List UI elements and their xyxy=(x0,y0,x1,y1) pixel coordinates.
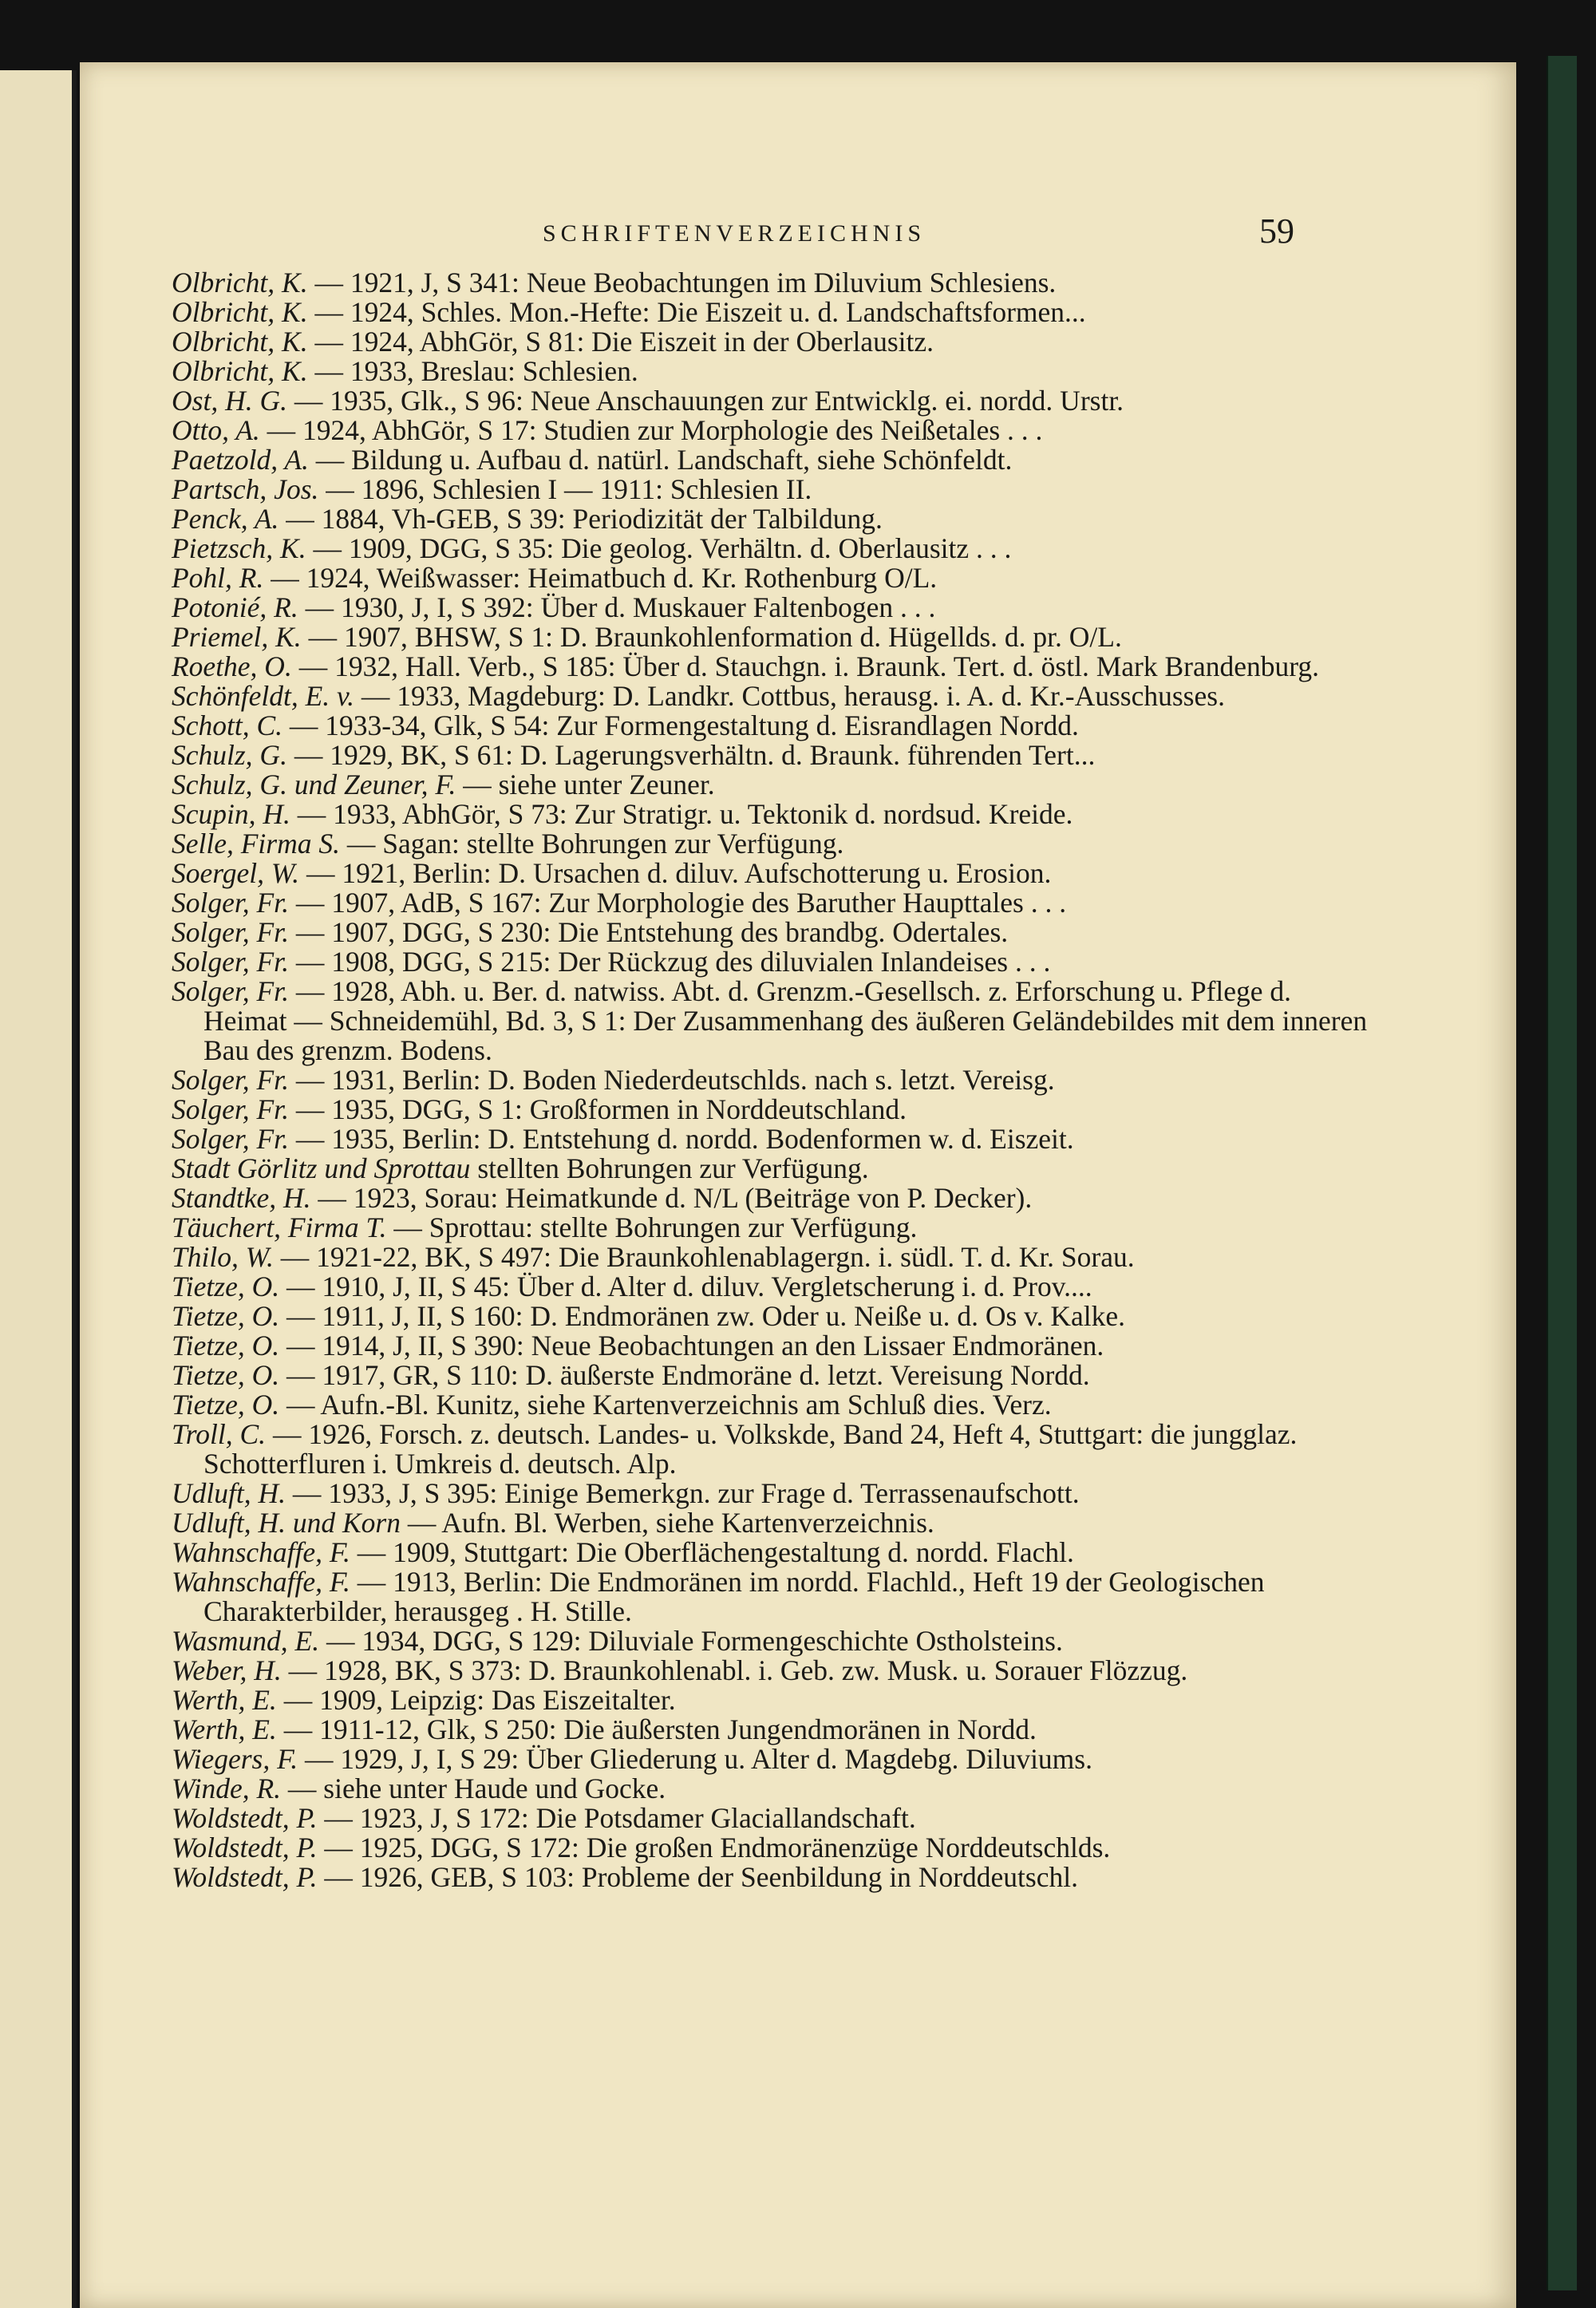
entry-text: — 1933, AbhGör, S 73: Zur Stratigr. u. Tektonik d. nordsud. Kreide. xyxy=(297,798,1073,830)
entry-author: Udluft, H. und Korn xyxy=(172,1507,401,1539)
entry-author: Solger, Fr. xyxy=(172,887,289,919)
entry-text: — 1921, Berlin: D. Ursachen d. diluv. Aufschotterung u. Erosion. xyxy=(306,857,1052,889)
bibliography-entry xyxy=(172,1095,1369,1124)
entry-author: Solger, Fr. xyxy=(172,1123,289,1155)
entry-author: Olbricht, K. xyxy=(172,267,308,298)
bibliography-entry xyxy=(172,1804,1369,1833)
entry-text: — 1935, DGG, S 1: Großformen in Norddeutschland. xyxy=(295,1093,907,1125)
bibliography-entry xyxy=(172,1184,1369,1213)
entry-author: Roethe, O. xyxy=(172,650,292,682)
entry-text: — 1911, J, II, S 160: D. Endmoränen zw. Oder u. Neiße u. d. Os v. Kalke. xyxy=(286,1300,1125,1332)
entry-author: Olbricht, K. xyxy=(172,326,308,358)
entry-text: — 1935, Glk., S 96: Neue Anschauungen zur Entwicklg. ei. nordd. Urstr. xyxy=(294,385,1124,417)
page-header xyxy=(80,211,1516,262)
entry-text: — 1909, DGG, S 35: Die geolog. Verhältn. d. Oberlausitz . . . xyxy=(313,532,1012,564)
bibliography-entry xyxy=(172,682,1369,711)
entry-text: — 1909, Stuttgart: Die Oberflächengestaltung d. nordd. Flachl. xyxy=(357,1536,1074,1568)
bibliography-entry xyxy=(172,534,1369,563)
entry-author: Schott, C. xyxy=(172,709,283,741)
entry-text: — siehe unter Haude und Gocke. xyxy=(287,1772,666,1804)
bibliography-entry xyxy=(172,652,1369,682)
entry-text: — 1928, BK, S 373: D. Braunkohlenabl. i. Geb. zw. Musk. u. Sorauer Flözzug. xyxy=(288,1654,1188,1686)
entry-text: — 1931, Berlin: D. Boden Niederdeutschlds. nach s. letzt. Vereisg. xyxy=(295,1064,1055,1096)
bibliography-entry xyxy=(172,445,1369,475)
entry-author: Otto, A. xyxy=(172,414,260,446)
entry-author: Ost, H. G. xyxy=(172,385,287,417)
entry-author: Scupin, H. xyxy=(172,798,290,830)
entry-author: Schulz, G. und Zeuner, F. xyxy=(172,769,456,800)
entry-author: Wahnschaffe, F. xyxy=(172,1566,350,1598)
bibliography-entry xyxy=(172,1390,1369,1420)
entry-text: — Aufn. Bl. Werben, siehe Kartenverzeichnis. xyxy=(407,1507,934,1539)
entry-text: — 1933-34, Glk, S 54: Zur Formengestaltung d. Eisrandlagen Nordd. xyxy=(289,709,1079,741)
entry-text: — 1933, Magdeburg: D. Landkr. Cottbus, herausg. i. A. d. Kr.-Ausschusses. xyxy=(361,680,1225,712)
bibliography-entry xyxy=(172,504,1369,534)
bibliography-entry xyxy=(172,977,1369,1065)
entry-author: Penck, A. xyxy=(172,503,279,535)
bibliography-entry xyxy=(172,1833,1369,1863)
entry-text: — 1924, Weißwasser: Heimatbuch d. Kr. Rothenburg O/L. xyxy=(271,562,938,594)
previous-page-edge xyxy=(0,70,77,2308)
bibliography-entry xyxy=(172,1243,1369,1272)
bibliography-entry xyxy=(172,829,1369,859)
bibliography-entry xyxy=(172,416,1369,445)
entry-author: Pohl, R. xyxy=(172,562,264,594)
entry-text: — 1921, J, S 341: Neue Beobachtungen im Diluvium Schlesiens. xyxy=(314,267,1057,298)
bibliography-entry xyxy=(172,357,1369,386)
entry-text: — 1924, Schles. Mon.-Hefte: Die Eiszeit u. d. Landschaftsformen... xyxy=(314,296,1086,328)
entry-author: Schulz, G. xyxy=(172,739,287,771)
entry-text: — 1935, Berlin: D. Entstehung d. nordd. Bodenformen w. d. Eiszeit. xyxy=(295,1123,1074,1155)
entry-text: — 1908, DGG, S 215: Der Rückzug des diluvialen Inlandeises . . . xyxy=(295,946,1051,978)
bibliography-entry xyxy=(172,947,1369,977)
entry-author: Troll, C. xyxy=(172,1418,267,1450)
bibliography-entry xyxy=(172,859,1369,888)
book-page xyxy=(80,62,1516,2308)
entry-author: Tietze, O. xyxy=(172,1359,280,1391)
entry-text: — 1933, Breslau: Schlesien. xyxy=(314,355,638,387)
entry-author: Tietze, O. xyxy=(172,1330,280,1361)
bibliography-entry xyxy=(172,327,1369,357)
entry-author: Wiegers, F. xyxy=(172,1743,298,1775)
bibliography-entry xyxy=(172,1065,1369,1095)
bibliography-entry xyxy=(172,268,1369,298)
bibliography-entry xyxy=(172,386,1369,416)
bibliography-entry xyxy=(172,1124,1369,1154)
entry-author: Wahnschaffe, F. xyxy=(172,1536,350,1568)
bibliography-entry xyxy=(172,1774,1369,1804)
bibliography-entry xyxy=(172,563,1369,593)
entry-text: — 1930, J, I, S 392: Über d. Muskauer Faltenbogen . . . xyxy=(305,591,936,623)
bibliography-entry xyxy=(172,1272,1369,1302)
bibliography-entry xyxy=(172,1213,1369,1243)
entry-author: Olbricht, K. xyxy=(172,296,308,328)
entry-author: Solger, Fr. xyxy=(172,975,289,1007)
entry-text: — Sprottau: stellte Bohrungen zur Verfügung. xyxy=(393,1211,918,1243)
entry-author: Potonié, R. xyxy=(172,591,298,623)
entry-text: — 1913, Berlin: Die Endmoränen im nordd. Flachld., Heft 19 der Geologischen Charakterbilder, herausgeg . H. Stille. xyxy=(203,1566,1265,1627)
entry-author: Selle, Firma S. xyxy=(172,828,340,860)
bibliography-entry xyxy=(172,741,1369,770)
entry-text: — Sagan: stellte Bohrungen zur Verfügung. xyxy=(346,828,844,860)
entry-author: Partsch, Jos. xyxy=(172,473,319,505)
entry-text: — 1932, Hall. Verb., S 185: Über d. Stauchgn. i. Braunk. Tert. d. östl. Mark Brandenburg. xyxy=(298,650,1320,682)
entry-author: Wasmund, E. xyxy=(172,1625,320,1657)
entry-author: Woldstedt, P. xyxy=(172,1802,318,1834)
entry-text: stellten Bohrungen zur Verfügung. xyxy=(477,1152,869,1184)
entry-author: Tietze, O. xyxy=(172,1389,280,1421)
entry-text: — 1929, J, I, S 29: Über Gliederung u. Alter d. Magdebg. Diluviums. xyxy=(304,1743,1092,1775)
entry-author: Udluft, H. xyxy=(172,1477,286,1509)
entry-text: — 1907, DGG, S 230: Die Entstehung des brandbg. Odertales. xyxy=(295,916,1009,948)
bibliography-entry xyxy=(172,770,1369,800)
entry-text: — Bildung u. Aufbau d. natürl. Landschaft, siehe Schönfeldt. xyxy=(315,444,1013,476)
entry-text: — 1909, Leipzig: Das Eiszeitalter. xyxy=(283,1684,676,1716)
entry-author: Priemel, K. xyxy=(172,621,302,653)
bibliography-entry xyxy=(172,593,1369,622)
entry-text: — 1924, AbhGör, S 81: Die Eiszeit in der Oberlausitz. xyxy=(314,326,934,358)
entry-author: Weber, H. xyxy=(172,1654,282,1686)
entry-author: Tietze, O. xyxy=(172,1271,280,1302)
entry-text: — 1928, Abh. u. Ber. d. natwiss. Abt. d. Grenzm.-Gesellsch. z. Erforschung u. Pflege d. Heimat — Schneidemühl, Bd. 3, S 1: Der Zusammenhang des äußeren Geländebildes mit dem inneren Bau des grenzm. Bodens. xyxy=(203,975,1368,1066)
bibliography-entry xyxy=(172,475,1369,504)
entry-text: — 1933, J, S 395: Einige Bemerkgn. zur Frage d. Terrassenaufschott. xyxy=(292,1477,1080,1509)
entry-author: Standtke, H. xyxy=(172,1182,311,1214)
entry-text: — 1896, Schlesien I — 1911: Schlesien II. xyxy=(326,473,812,505)
entry-text: — 1907, BHSW, S 1: D. Braunkohlenformation d. Hügellds. d. pr. O/L. xyxy=(308,621,1122,653)
entry-text: — 1926, Forsch. z. deutsch. Landes- u. Volkskde, Band 24, Heft 4, Stuttgart: die jungglaz. Schotterfluren i. Umkreis d. deutsch. Alp. xyxy=(203,1418,1298,1480)
entry-author: Stadt Görlitz und Sprottau xyxy=(172,1152,471,1184)
entry-text: — 1911-12, Glk, S 250: Die äußersten Jungendmoränen in Nordd. xyxy=(283,1713,1037,1745)
entry-text: — 1917, GR, S 110: D. äußerste Endmoräne d. letzt. Vereisung Nordd. xyxy=(286,1359,1090,1391)
page-number: 59 xyxy=(1259,211,1294,251)
entry-author: Woldstedt, P. xyxy=(172,1861,318,1893)
bibliography-entry xyxy=(172,1302,1369,1331)
bibliography-entry xyxy=(172,1361,1369,1390)
entry-author: Winde, R. xyxy=(172,1772,282,1804)
entry-author: Täuchert, Firma T. xyxy=(172,1211,387,1243)
entry-text: — 1934, DGG, S 129: Diluviale Formengeschichte Ostholsteins. xyxy=(326,1625,1063,1657)
entry-text: — 1921-22, BK, S 497: Die Braunkohlenablagergn. i. südl. T. d. Kr. Sorau. xyxy=(280,1241,1135,1273)
bibliography-entry xyxy=(172,800,1369,829)
bibliography-entry xyxy=(172,1567,1369,1626)
entry-author: Olbricht, K. xyxy=(172,355,308,387)
entry-author: Solger, Fr. xyxy=(172,1064,289,1096)
bibliography-entry xyxy=(172,1479,1369,1508)
entry-author: Pietzsch, K. xyxy=(172,532,306,564)
entry-author: Tietze, O. xyxy=(172,1300,280,1332)
running-title: SCHRIFTENVERZEICHNIS xyxy=(543,220,926,247)
entry-text: — 1924, AbhGör, S 17: Studien zur Morphologie des Neißetales . . . xyxy=(267,414,1043,446)
entry-author: Solger, Fr. xyxy=(172,1093,289,1125)
entry-text: — 1907, AdB, S 167: Zur Morphologie des Baruther Haupttales . . . xyxy=(295,887,1067,919)
entry-text: — 1926, GEB, S 103: Probleme der Seenbildung in Norddeutschl. xyxy=(324,1861,1078,1893)
bibliography-entry xyxy=(172,711,1369,741)
entry-text: — 1923, J, S 172: Die Potsdamer Glaciallandschaft. xyxy=(324,1802,916,1834)
entry-author: Schönfeldt, E. v. xyxy=(172,680,355,712)
bibliography-entry xyxy=(172,1508,1369,1538)
entry-text: — 1925, DGG, S 172: Die großen Endmoränenzüge Norddeutschlds. xyxy=(324,1832,1111,1863)
bibliography-entry xyxy=(172,1538,1369,1567)
entry-text: — 1884, Vh-GEB, S 39: Periodizität der Talbildung. xyxy=(286,503,883,535)
entry-author: Woldstedt, P. xyxy=(172,1832,318,1863)
entry-text: — 1929, BK, S 61: D. Lagerungsverhältn. d. Braunk. führenden Tert... xyxy=(294,739,1096,771)
entry-text: — 1910, J, II, S 45: Über d. Alter d. diluv. Vergletscherung i. d. Prov.... xyxy=(286,1271,1092,1302)
entry-text: — Aufn.-Bl. Kunitz, siehe Kartenverzeichnis am Schluß dies. Verz. xyxy=(286,1389,1052,1421)
bibliography-entry xyxy=(172,1686,1369,1715)
entry-text: — siehe unter Zeuner. xyxy=(463,769,715,800)
bibliography-entry xyxy=(172,1715,1369,1745)
entry-text: — 1923, Sorau: Heimatkunde d. N/L (Beiträge von P. Decker). xyxy=(318,1182,1033,1214)
bibliography-entry xyxy=(172,1331,1369,1361)
bibliography-entry xyxy=(172,888,1369,918)
entry-author: Thilo, W. xyxy=(172,1241,274,1273)
bibliography-entry xyxy=(172,1745,1369,1774)
bibliography-entry xyxy=(172,1420,1369,1479)
entry-text: — 1914, J, II, S 390: Neue Beobachtungen an den Lissaer Endmoränen. xyxy=(286,1330,1104,1361)
bibliography-entry xyxy=(172,918,1369,947)
entry-author: Solger, Fr. xyxy=(172,916,289,948)
bibliography-entry xyxy=(172,1656,1369,1686)
entry-author: Werth, E. xyxy=(172,1713,277,1745)
bibliography-entry xyxy=(172,1626,1369,1656)
entry-author: Paetzold, A. xyxy=(172,444,309,476)
entry-author: Solger, Fr. xyxy=(172,946,289,978)
entry-author: Werth, E. xyxy=(172,1684,277,1716)
bibliography-entry xyxy=(172,298,1369,327)
bibliography-list xyxy=(172,268,1369,1892)
bibliography-entry xyxy=(172,622,1369,652)
bibliography-entry xyxy=(172,1863,1369,1892)
bibliography-entry xyxy=(172,1154,1369,1184)
entry-author: Soergel, W. xyxy=(172,857,300,889)
book-cover-edge xyxy=(1547,56,1577,2290)
